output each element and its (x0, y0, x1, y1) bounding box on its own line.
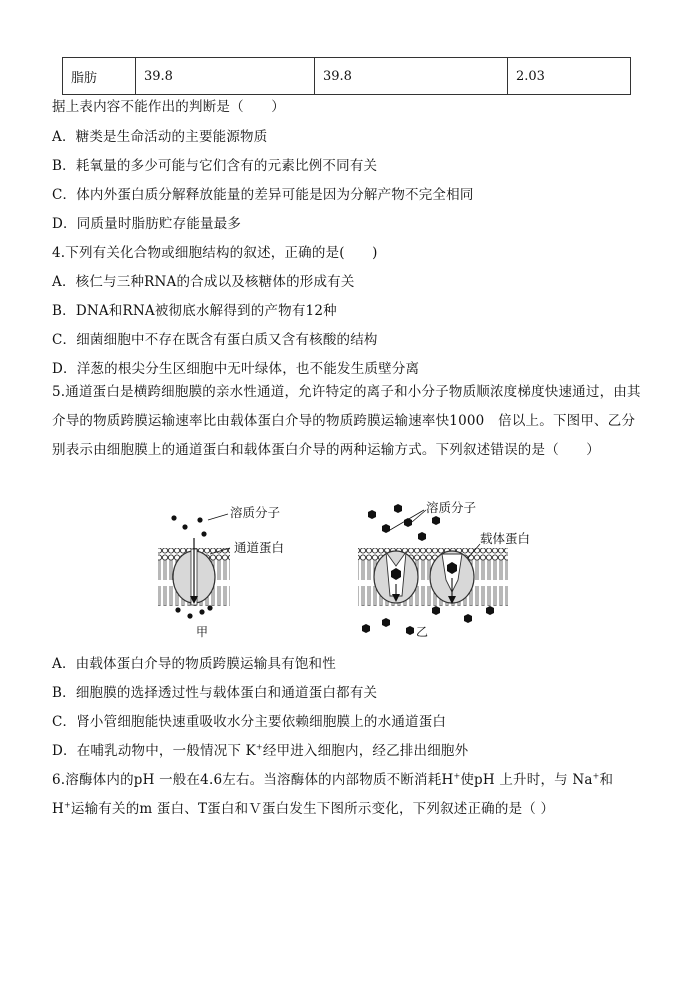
q5-stem: 5.通道蛋白是横跨细胞膜的亲水性通道，允许特定的离子和小分子物质顺浓度梯度快速通过，由其介导的物质跨膜运输速率比由载体蛋白介导的物质跨膜运输速率快1000 倍以上。下图甲、乙分别表示由细胞膜上的通道蛋白和载体蛋白介导的两种运输方式。下列叙述错误的是（ ） (52, 384, 641, 458)
q6-line-2 (52, 797, 554, 817)
channel-diagram (158, 505, 284, 639)
q3-option-b: B．耗氧量的多少可能与它们含有的元素比例不同有关 (52, 158, 378, 174)
table-row (63, 58, 631, 95)
q4-stem: 4.下列有关化合物或细胞结构的叙述，正确的是( ) (52, 245, 378, 261)
q5-option-d (52, 739, 468, 759)
q4-option-c: C．细菌细胞中不存在既含有蛋白质又含有核酸的结构 (52, 332, 378, 348)
table-cell-name: 脂肪 (63, 58, 136, 95)
table-cell-2: 39.8 (315, 58, 508, 95)
channel-protein-label: 通道蛋白 (234, 540, 285, 555)
left-caption: 甲 (196, 625, 209, 639)
carrier-diagram (358, 500, 530, 639)
right-caption: 乙 (416, 625, 429, 639)
q6-text-c: 和 (599, 772, 614, 788)
h-plus: + (453, 771, 461, 781)
q4-option-b: B．DNA和RNA被彻底水解得到的产物有12种 (52, 303, 337, 319)
q6-text-b: 使pH 上升时，与 Na (460, 772, 593, 788)
q4-option-a: A．核仁与三种RNA的合成以及核糖体的形成有关 (52, 274, 355, 290)
table-cell-1: 39.8 (136, 58, 315, 95)
q3-option-a: A．糖类是生命活动的主要能源物质 (52, 129, 268, 145)
k-plus: + (255, 742, 263, 752)
table-cell-3: 2.03 (508, 58, 631, 95)
q5-d-pre: D．在哺乳动物中，一般情况下 K (52, 743, 256, 759)
q6-text-a: 6.溶酶体内的pH 一般在4.6左右。当溶酶体的内部物质不断消耗H (52, 772, 454, 788)
carrier-protein-label: 载体蛋白 (480, 531, 531, 546)
q5-option-a: A．由载体蛋白介导的物质跨膜运输具有饱和性 (52, 656, 336, 672)
q3-option-d: D．同质量时脂肪贮存能量最多 (52, 216, 242, 232)
right-solute-label: 溶质分子 (426, 500, 477, 515)
na-plus: + (592, 771, 600, 781)
q4-option-d: D．洋葱的根尖分生区细胞中无叶绿体，也不能发生质壁分离 (52, 361, 420, 377)
q5-d-post: 经甲进入细胞内，经乙排出细胞外 (262, 743, 469, 759)
transport-figure (150, 496, 550, 640)
q6-text-d: H (52, 801, 64, 817)
q6-line-1 (52, 768, 613, 788)
q5-option-b: B．细胞膜的选择透过性与载体蛋白和通道蛋白都有关 (52, 685, 378, 701)
q3-stem: 据上表内容不能作出的判断是（ ） (52, 99, 285, 115)
fat-table-row (62, 57, 631, 95)
left-solute-label: 溶质分子 (230, 505, 281, 520)
h-plus-2: + (63, 800, 71, 810)
q3-option-c: C．体内外蛋白质分解释放能量的差异可能是因为分解产物不完全相同 (52, 187, 474, 203)
q6-text-e: 运输有关的m 蛋白、T蛋白和Ｖ蛋白发生下图所示变化，下列叙述正确的是（ ） (70, 801, 555, 817)
q5-option-c: C．肾小管细胞能快速重吸收水分主要依赖细胞膜上的水通道蛋白 (52, 714, 447, 730)
